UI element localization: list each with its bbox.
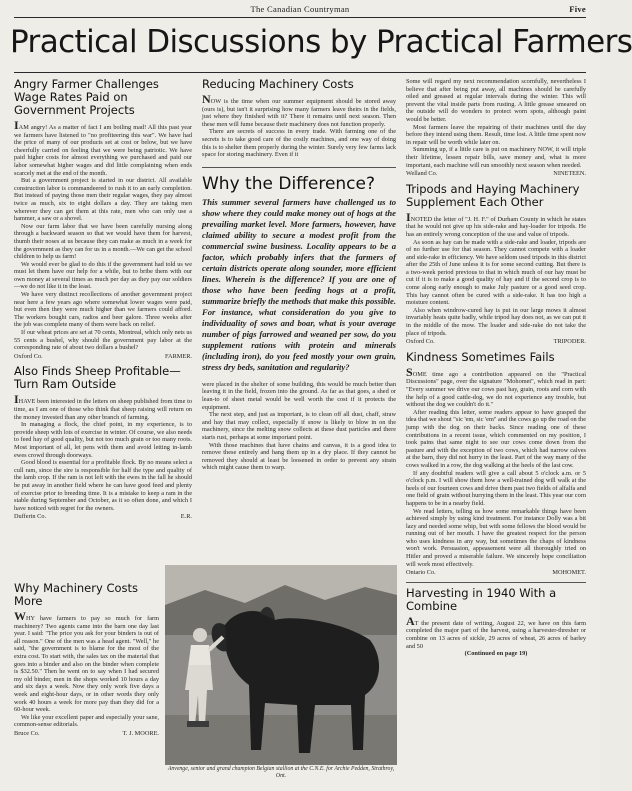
article-paragraph: We would ever be glad to do this if the government had told us we must let them have our help for a while, but to bribe them with our own money at several times as much per day as they pay our soldiers—we do not like it in the least.	[14, 260, 192, 291]
drop-cap: A	[406, 613, 415, 628]
article-paragraph: NOW is the time when our summer equipment should be stored away (ours is), but isn't it surprising how many farmers leave theirs in the fields, just where they finished with it? There it remains until next season. Then these men will fume because their machinery does not function properly.	[202, 92, 396, 128]
drop-cap: I	[406, 209, 411, 224]
article-paragraph: Most farmers leave the repairing of their machines until the day before they intend using them. Result, time lost. A little time spent now in repair will be worth while later on.	[406, 123, 586, 146]
article-title: Harvesting in 1940 With a Combine	[406, 585, 557, 613]
continued-note: (Continued on page 19)	[464, 650, 528, 658]
location: Oxford Co.	[406, 338, 435, 346]
article-title: Also Finds Sheep Profitable—Turn Ram Outside	[14, 364, 181, 392]
article-intro: This summer several farmers have challenged us to show where they could make money out of hogs at the prevailing market level. More farmers, however, have claimed ability to secure a modest profit from the commercial swine business. Locality appears to be a factor, which probably infers that the farmers of certain districts operate along sounder, more efficient lines. Wherein is the difference? If you are one of those who have been feeding hogs at a profit, summarize briefly the methods that make this possible. For instance, what consideration do you give to individuality of sows and boar, what is your average number of pigs farrowed and weaned per sow, do you supplement rations with protein and minerals (including iron), do you feed mostly your own grain, stress dry beds, sanitation and regularity?	[202, 196, 396, 372]
location: Ontario Co.	[406, 569, 436, 577]
drop-cap: I	[14, 392, 19, 407]
article-paragraph: Good blood is essential for a profitable flock. By no means select a cull ram, since the sire is responsible for half the type and quality of the lamb crop. If the ram is not left with the ewes in the fall he should be put away in another field where he can have good feed and plenty of exercise prior to breeding time. It is a mistake to keep a ram in the stable during September and October, as it so often done, and which I have noticed with regret for the owners.	[14, 459, 192, 512]
signature	[406, 170, 586, 178]
signature	[406, 569, 586, 577]
column-right	[406, 78, 586, 788]
drop-cap: N	[202, 92, 211, 106]
article-paragraph: The next step, and just as important, is to clean off all dust, chaff, straw and hay that may collect, especially if snow is likely to blow in on the machinery, since the melting snow collects at these dust particles and there starts rust, perhaps at some important point.	[202, 411, 396, 441]
column-left	[14, 77, 192, 521]
article-title: Reducing Machinery Costs	[202, 77, 354, 91]
article-paragraph: But a government project is started in our district. All available construction labor is commandeered to rush it to an early completion. But instead of paying those men their regular wages, they pay almost twice as much, six to eight dollars a day. They are taking men wherever they can get them at this rate, men who can only use a hammer, a saw or a shovel.	[14, 177, 192, 223]
drop-cap: W	[14, 609, 26, 623]
article-paragraph: IHAVE been interested in the letters on sheep published from time to time, as I am one of those who think that sheep raising will return on the money invested than any other branch of farming.	[14, 392, 192, 421]
drop-cap: S	[406, 364, 413, 379]
article-reducing-continued	[202, 381, 396, 472]
article-paragraph: If our wheat prices are set at 70 cents, Montreal, which only nets us 55 cents a bushel, why should the government pay labor at the corresponding rate of about two dollars a bushel?	[14, 329, 192, 352]
signature	[14, 513, 192, 521]
article-reducing-costs	[202, 78, 396, 159]
magazine-name: The Canadian Countryman	[250, 4, 350, 14]
article-paragraph: WHY have farmers to pay so much for farm machinery? Two agents came into the barn one day last year. I said: "The price you ask for your binders is out of all reason." One of the men was a head agent. "Well," he said, "the government is to blame for the most of the extra cost. To start with, the sales tax on the material that goes into a binder and also on the binder when complete is $32.50." Then he went on to say when I had secured my old binder, men in the shops worked 10 hours a day and six days a week. Now they only work five days a week and eight-hour days, or in other words they only work 40 hours a week for more pay than they did for a 60-hour week.	[14, 609, 159, 714]
page-title: Practical Discussions by Practical Farmers	[10, 24, 632, 60]
location: Oxford Co.	[14, 352, 43, 360]
article-paragraph: We have very distinct recollections of another government project near here a few years ago where somewhat lower wages were paid, but even then they were much higher than we farmers could afford. The workers bought cars, radios and beer galore. Three weeks after the job was complete many of them were back on relief.	[14, 291, 192, 329]
location: Dufferin Co.	[14, 513, 47, 521]
article-paragraph: Now our farm labor that we have been carefully nursing along through a backward season so that we would have them for harvest, thumb their noses at us because they can make as much in a week for the government as they can for us in a month.—We can get the school children to help us farm!	[14, 222, 192, 261]
article-paragraph: After reading this letter, some readers appear to have grasped the idea that we shout "sic 'em, sic 'em" and the cows go up the road on the jump with the dog on their backs. Since reading one of these contributions in a recent issue, which commented on my position, I took pains that same night to see our cows come down from the pasture and with the exception of two cows, which had narrow calves at the barn, they did not hurry in the least. Part of the way many of the cows walked in a row, the dog walking at the heels of the last cow.	[406, 408, 586, 469]
signature	[14, 730, 159, 738]
header-rule	[14, 17, 586, 18]
article-paragraph: SOME time ago a contribution appeared on the "Practical Discussions" page, over the signature "Mohomet", which read in part: "Every summer we drive our cows past hay, grain, roots and corn with the help of a good cattle-dog, we do not experience any trouble, but without the dog we couldn't do it."	[406, 364, 586, 409]
article-title: Kindness Sometimes Fails	[406, 349, 555, 364]
photo-caption: Anvenge, senior and grand champion Belgian stallion at the C.N.E. for Archie Pedden, Strathroy, Ont.	[167, 766, 395, 779]
article-paragraph: We like your excellent paper and especially your sane, common-sense editorials.	[14, 713, 159, 729]
author: NINETEEN.	[553, 170, 586, 178]
article-title: Why the Difference?	[202, 173, 376, 194]
article-paragraph: In managing a flock, the chief point, in my experience, is to provide sheep with lots of exercise in winter. Of course, we also needs to feed hay of good quality, but not too much grain or too many roots. Most important of all, let pens with them and avoid letting in-lamb ewes crowd through doorways.	[14, 421, 192, 459]
location: Welland Co.	[406, 170, 438, 178]
article-paragraph: IAM angry! As a matter of fact I am boiling mad! All this past year we farmers have listened to "no profiteering this war". We have had the price of many of our products set at cost or below, but we have cheerfully carried on feeling that we were being patriotic. We have paid higher costs for almost everything we purchased and paid our labor somewhat higher wages and did little complaining when ends scarcely met at the end of the month.	[14, 118, 192, 177]
drop-cap: I	[14, 118, 19, 132]
article-why-machinery	[14, 582, 159, 786]
article-paragraph: AT the present date of writing, August 22, we have on this farm completed the major part of the harvest, using a harvester-thresher or combine on 13 acres of sickle, 29 acres of wheat, 26 acres of barley and 50	[406, 613, 586, 650]
author: MOHOMET.	[552, 569, 586, 577]
article-paragraph: Summing up, if a little care is put on machinery NOW, it will triple their lifetime, lessen repair bills, save money and, what is more important, each machine will run smoothly next season when needed.	[406, 146, 586, 169]
article-paragraph: As soon as hay can be made with a side-rake and loader, tripods are of no further use for that season. They cannot compete with a loader and side-rake in efficiency. We have seldom used tripods in this district after the 25th of June unless it is for some second cutting. But there is a two-week period previous to that in which much of our hay must be cut if it is to make a good quality of hay and if the second crop is to come along early enough to make July pasture or a good seed crop. This hay cannot often be cured with a side-rake. It has too high a moisture content.	[406, 238, 586, 307]
article-nineteen	[406, 78, 586, 178]
location: Bruce Co.	[14, 729, 40, 737]
article-title: Why Machinery Costs More	[14, 581, 139, 608]
article-paragraph: If any doubtful readers will give a call about 5 o'clock a.m. or 5 o'clock p.m. I will show them how a well-trained dog will walk at the heels of our fourteen cows and drive them past two fields of alfalfa and one field of grain without hurrying them in the least. This year our corn happens to be in a nearby field.	[406, 469, 586, 507]
author: T. J. MOORE.	[122, 729, 159, 737]
article-paragraph: We read letters, telling us how some remarkable things have been achieved simply by using kind treatment. For instance Dolly was a bit lazy and needed some whip, but with some fellows the blood would be running out of her mouth. I have the greatest respect for the person who uses kindness in any way, but sometimes the chaps of kindness won't work. Persuasion, appeasement were all thoroughly tried on Hitler and proved a miserable failure. We sincerely hope conciliation will work most effectively.	[406, 507, 586, 568]
article-kindness	[406, 351, 586, 577]
running-head	[14, 4, 586, 16]
photo-image	[165, 565, 397, 765]
signature	[14, 353, 192, 361]
signature	[406, 338, 586, 346]
author: E.R.	[180, 513, 192, 521]
article-title: Tripods and Haying Machinery Supplement Each Other	[406, 181, 580, 209]
column-middle	[202, 78, 396, 562]
article-sheep	[14, 365, 192, 521]
article-paragraph: There are secrets of success in every trade. With farming one of the secrets is to take good care of the costly machines, and one way of doing this is to shelter them properly during the winter. Surely very few farms lack space for storing machinery. Even if it	[202, 128, 396, 159]
article-paragraph: INOTED the letter of "J. H. F." of Durham County in which he states that he would not give up his side-rake and hay-loader for tripods. He has an entirely wrong conception of the use and value of tripods.	[406, 209, 586, 238]
title-rule	[14, 72, 586, 73]
article-title: Angry Farmer Challenges Wage Rates Paid on Government Projects	[14, 77, 159, 117]
article-paragraph: were placed in the shelter of some building, this would be much better than leaving it in the field, frozen into the ground. As far as that goes, a shed or lean-to of sheet metal would be well worth the cost if it protects the equipment.	[202, 380, 396, 411]
article-paragraph: Also when windrow-cured hay is put in our large mows it almost invariably heats quite badly, while tripod hay does not, as we can put it in the middle of the mow. The loader and side-rake do not take the place of tripods.	[406, 306, 586, 337]
author: FARMER.	[164, 352, 192, 360]
article-harvesting	[406, 582, 586, 658]
page-label: Five	[569, 4, 586, 14]
article-paragraph: Some will regard my next recommendation scornfully, nevertheless I believe that after being put away, all machines should be carefully oiled and greased at regular intervals during the winter. This will prevent the vital inside parts from rusting. A little grease smeared on the outside will do wonders to protect worn spots, although paint would be better.	[406, 78, 586, 123]
article-paragraph: With those machines that have chains and canvas, it is a good idea to remove these entirely and hang them up in a dry place. If they cannot be removed they should at least be loosened in order to prevent any strain which might cause them to warp.	[202, 441, 396, 472]
author: TRIPODER.	[553, 338, 586, 346]
stallion-photo	[165, 565, 397, 765]
article-tripods	[406, 183, 586, 346]
article-why-difference	[202, 167, 396, 373]
article-angry-farmer	[14, 78, 192, 360]
